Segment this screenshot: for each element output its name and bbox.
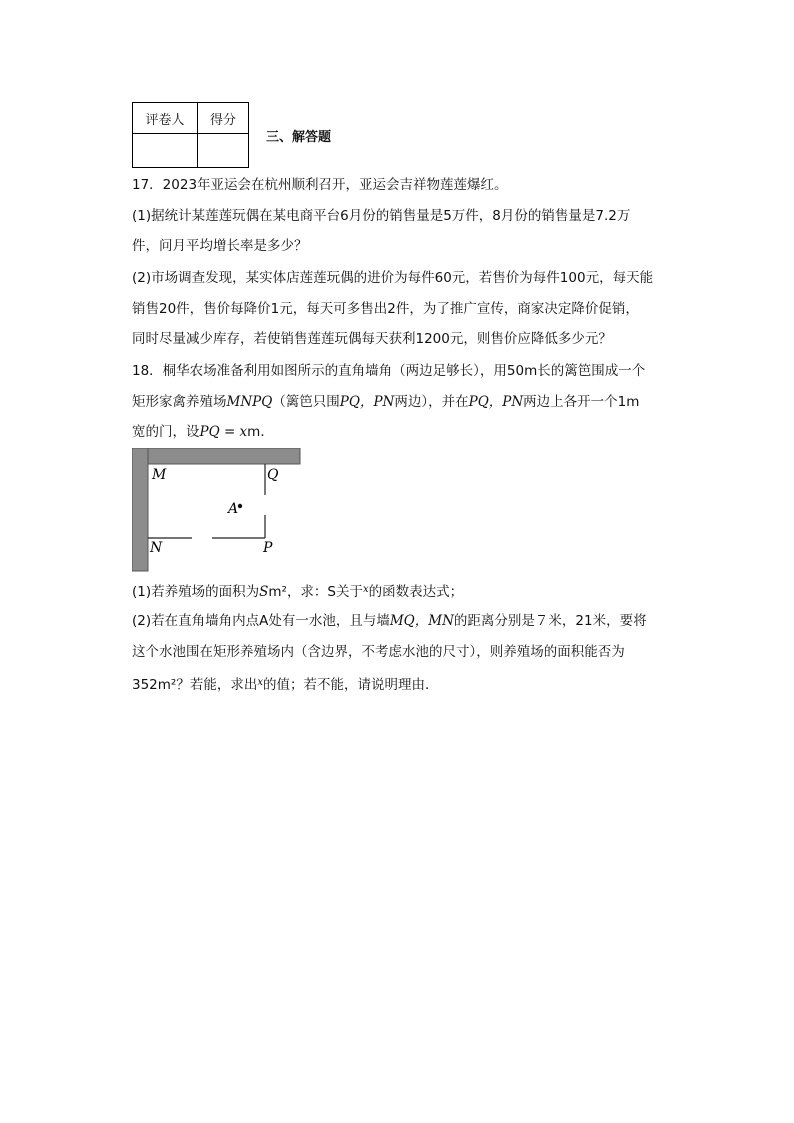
q18-part2-line1: (2)若在直角墙角内点A处有一水池，且与墙MQ，MN的距离分别是７米，21米，要将	[132, 613, 647, 629]
q17-part1-line1: (1)据统计某莲莲玩偶在某电商平台6月份的销售量是5万件，8月份的销售量是7.2万	[132, 208, 631, 224]
q17-part2-line2: 销售20件，售价每降价1元，每天可多售出2件，为了推广宣传，商家决定降价促销，	[132, 301, 639, 317]
score-header: 得分	[198, 103, 249, 134]
score-cell[interactable]	[198, 134, 249, 168]
q18-part1: (1)若养殖场的面积为Sm²，求：S关于$^x$的函数表达式；	[132, 584, 464, 600]
label-q: Q	[267, 467, 279, 483]
q18-part2-line3: 352m²？若能，求出$^x$的值；若不能，请说明理由．	[132, 677, 439, 693]
top-wall	[132, 448, 300, 464]
q18-line1: 18．桐华农场准备利用如图所示的直角墙角（两边足够长），用50m长的篱笆围成一个	[132, 363, 646, 379]
score-table	[132, 102, 249, 168]
reviewer-cell[interactable]	[133, 134, 198, 168]
label-m: M	[152, 467, 167, 483]
label-p: P	[263, 540, 273, 556]
q17-part1-line2: 件，问月平均增长率是多少？	[132, 238, 308, 254]
reviewer-header: 评卷人	[133, 103, 198, 134]
q18-part2-line2: 这个水池围在矩形养殖场内（含边界，不考虑水池的尺寸），则养殖场的面积能否为	[132, 644, 625, 660]
q18-line3: 宽的门，设PQ = xm．	[132, 424, 274, 440]
left-wall	[132, 448, 148, 571]
q17-stem: 17．2023年亚运会在杭州顺利召开，亚运会吉祥物莲莲爆红。	[132, 177, 508, 193]
q18-line2: 矩形家禽养殖场MNPQ（篱笆只围PQ，PN两边），并在PQ，PN两边上各开一个1m	[132, 394, 640, 410]
label-a: A	[228, 501, 239, 517]
section-title: 三、解答题	[266, 130, 332, 145]
point-a-dot	[238, 504, 242, 508]
wall-corner-diagram	[132, 448, 302, 572]
label-n: N	[150, 540, 163, 556]
q17-part2-line1: (2)市场调查发现，某实体店莲莲玩偶的进价为每件60元，若售价为每件100元，每天能	[132, 270, 654, 286]
q17-part2-line3: 同时尽量减少库存，若使销售莲莲玩偶每天获利1200元，则售价应降低多少元？	[132, 331, 612, 347]
